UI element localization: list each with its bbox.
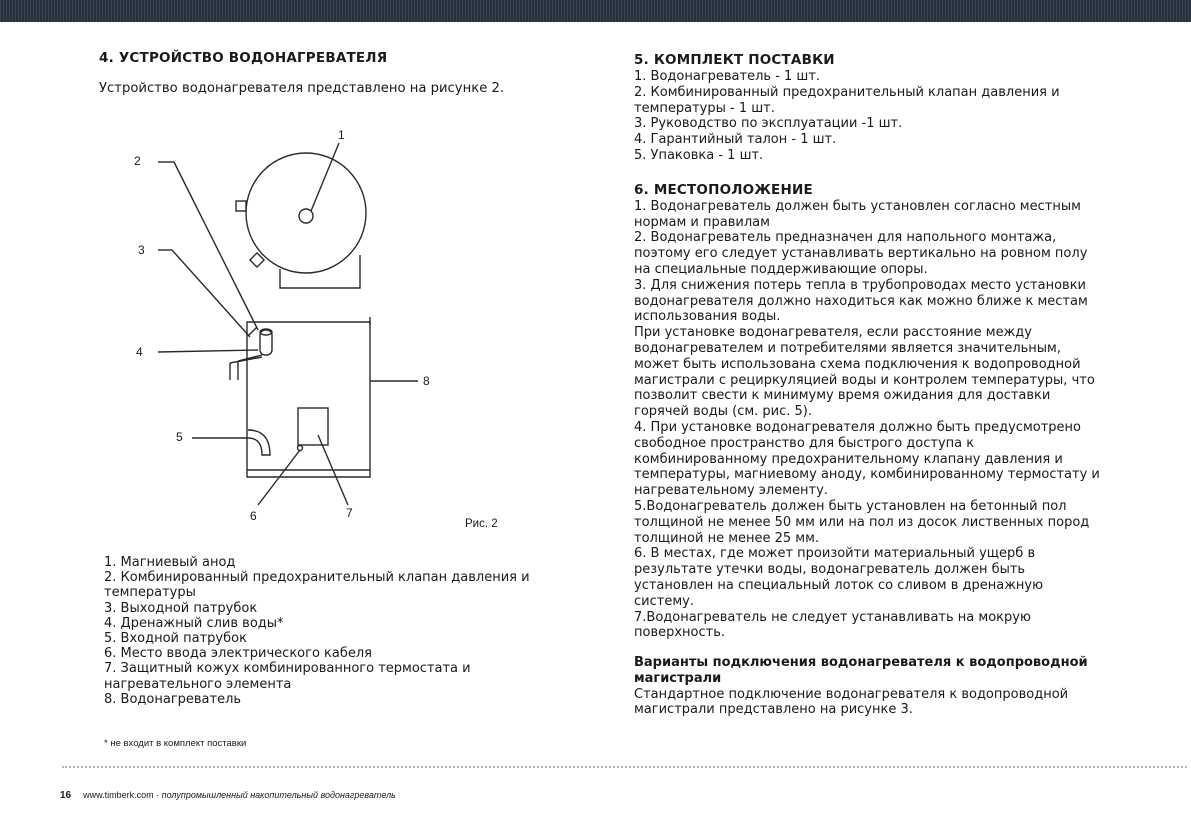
tank-body — [247, 322, 370, 477]
top-view-tab-lower — [250, 253, 264, 267]
callout-7: 7 — [346, 506, 353, 520]
figure-caption: Рис. 2 — [465, 518, 498, 530]
callout-3: 3 — [138, 243, 145, 257]
footnote: * не входит в комплект поставки — [104, 738, 247, 749]
cable-entry — [298, 446, 303, 451]
paragraph: 4. При установке водонагревателя должно быть предусмотрено свободное пространство для быстрого доступа к комбинированному предохранительному клапану давления и температуры, магниевому аноду, комбинированному термостату и нагревательному элементу. — [634, 419, 1100, 499]
footer-divider — [62, 766, 1187, 768]
section-4-intro: Устройство водонагревателя представлено на рисунке 2. — [99, 81, 505, 96]
paragraph: 1. Водонагреватель должен быть установлен согласно местным нормам и правилам — [634, 198, 1081, 230]
paragraph: 6. В местах, где может произойти материальный ущерб в результате утечки воды, водонагреватель должен быть установлен на специальный лоток со сливом в дренажную систему. — [634, 546, 1044, 609]
callout-3-leader — [172, 250, 250, 337]
footer-site-link[interactable]: www.timberk.com — [83, 790, 154, 800]
page-footer — [60, 790, 396, 801]
water-heater-drawing — [130, 125, 520, 535]
list-item: 1. Водонагреватель - 1 шт. — [634, 69, 821, 84]
legend-item: 7. Защитный кожух комбинированного термостата и нагревательного элемента — [104, 661, 471, 692]
thermostat-cover — [298, 408, 328, 445]
drain-pipe-elbow — [230, 355, 262, 363]
paragraph: 2. Водонагреватель предназначен для напольного монтажа, поэтому его следует устанавливать вертикально на ровном полу на специальные поддерживающие опоры. — [634, 230, 1088, 277]
list-item: 4. Гарантийный талон - 1 шт. — [634, 132, 837, 148]
water-heater-diagram — [130, 125, 520, 535]
callout-2: 2 — [134, 154, 141, 168]
legend-item: 4. Дренажный слив воды* — [104, 615, 284, 631]
section-6 — [634, 182, 1104, 641]
callout-2-leader — [174, 162, 258, 330]
variants-heading: Варианты подключения водонагревателя к водопроводной магистрали — [634, 655, 1088, 686]
section-5 — [634, 52, 1104, 164]
page-number: 16 — [60, 790, 72, 801]
variants-text: Стандартное подключение водонагревателя к водопроводной магистрали представлено на рисунке 3. — [634, 686, 1069, 718]
right-column — [634, 52, 1104, 718]
footer-description: полупромышленный накопительный водонагреватель — [161, 790, 396, 800]
top-decorative-bar — [0, 0, 1191, 22]
callout-4-leader — [158, 350, 258, 352]
legend-item: 2. Комбинированный предохранительный клапан давления и температуры — [104, 570, 530, 601]
callout-5: 5 — [176, 430, 183, 444]
inlet-pipe — [248, 430, 270, 455]
paragraph: 7.Водонагреватель не следует устанавливать на мокрую поверхность. — [634, 609, 1031, 641]
anode-circle — [299, 209, 313, 223]
tank-top-view — [246, 153, 366, 273]
section-6-heading: 6. МЕСТОПОЛОЖЕНИЕ — [634, 181, 813, 198]
section-5-heading: 5. КОМПЛЕКТ ПОСТАВКИ — [634, 52, 835, 68]
legend-item: 1. Магниевый анод — [104, 555, 236, 570]
connection-variants — [634, 655, 1104, 718]
outlet-stub — [248, 327, 257, 336]
list-item: 5. Упаковка - 1 шт. — [634, 147, 764, 163]
legend-item: 5. Входной патрубок — [104, 631, 247, 647]
footer-separator: · — [153, 790, 162, 800]
callout-8: 8 — [423, 374, 430, 388]
legend-item: 6. Место ввода электрического кабеля — [104, 646, 372, 662]
drain-pipe — [230, 361, 238, 380]
section-4-heading: 4. УСТРОЙСТВО ВОДОНАГРЕВАТЕЛЯ — [99, 50, 388, 66]
callout-6: 6 — [250, 509, 257, 523]
callout-4: 4 — [136, 345, 143, 359]
top-view-tab — [236, 201, 246, 211]
legend-item: 3. Выходной патрубок — [104, 600, 258, 616]
paragraph: При установке водонагревателя, если расстояние между водонагревателем и потребителями является значительным, может быть использована схема подключения к водопроводной магистрали с рециркуляцией воды и контролем температуры, что позволит свести к минимуму время ожидания для доставки горячей воды (см. рис. 5). — [634, 325, 1095, 420]
list-item: 3. Руководство по эксплуатации -1 шт. — [634, 116, 903, 132]
legend-item: 8. Водонагреватель — [104, 691, 242, 707]
paragraph: 5.Водонагреватель должен быть установлен на бетонный пол толщиной не менее 50 мм или на пол из досок лиственных пород толщиной не менее 25 мм. — [634, 498, 1090, 546]
diagram-legend — [104, 555, 574, 707]
paragraph: 3. Для снижения потерь тепла в трубопроводах место установки водонагревателя должно находиться как можно ближе к местам использования воды. — [634, 277, 1088, 325]
list-item: 2. Комбинированный предохранительный клапан давления и температуры - 1 шт. — [634, 84, 1060, 116]
left-column — [99, 50, 579, 96]
callout-1: 1 — [338, 128, 345, 142]
delivery-list — [634, 69, 1104, 164]
